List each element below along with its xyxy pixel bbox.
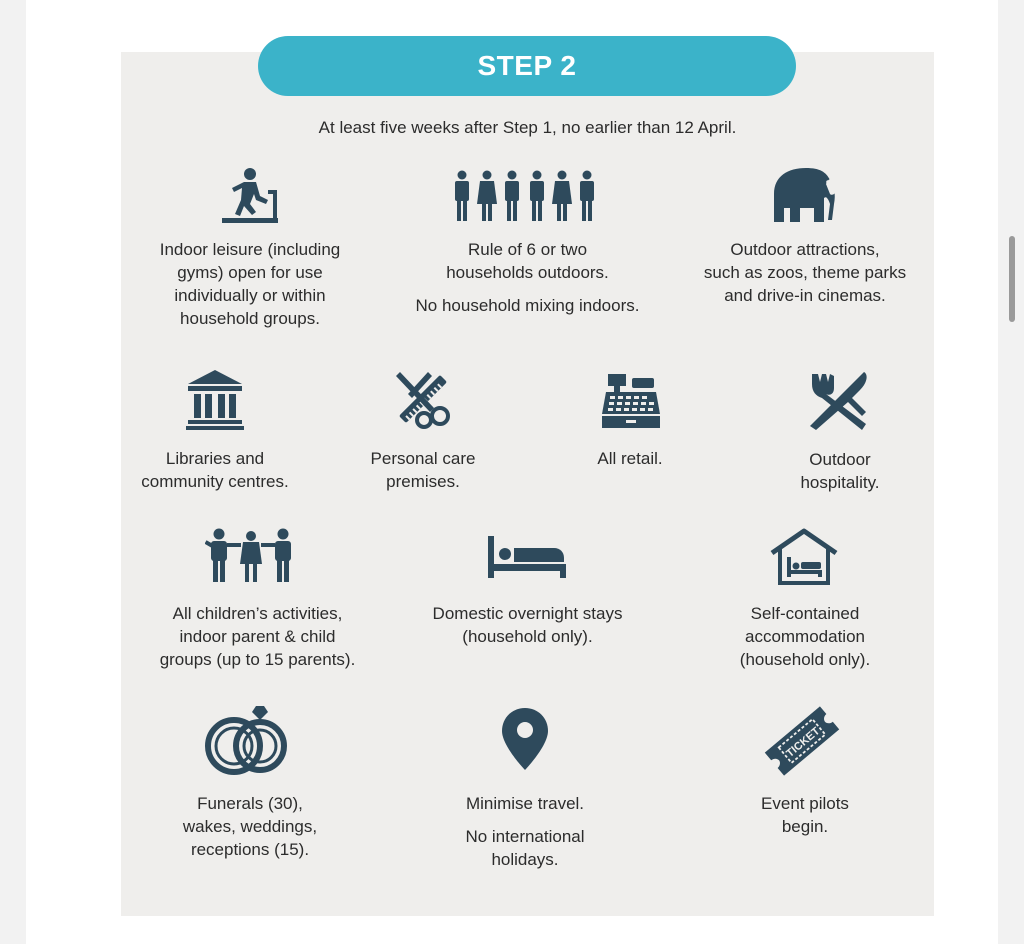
bed-icon bbox=[488, 536, 568, 580]
elephant-icon bbox=[770, 164, 842, 226]
step-subtitle: At least five weeks after Step 1, no earlier than 12 April. bbox=[318, 118, 737, 137]
ticket-text: TICKET bbox=[784, 725, 823, 760]
rings-icon bbox=[200, 702, 294, 776]
knife-fork-icon bbox=[808, 370, 870, 432]
item-overnight-stays: Domestic overnight stays (household only). bbox=[432, 604, 623, 646]
location-pin-icon bbox=[500, 706, 550, 772]
ticket-icon bbox=[760, 702, 844, 780]
scissors-comb-icon bbox=[390, 368, 456, 430]
cash-register-icon bbox=[600, 372, 662, 430]
step-title: STEP 2 bbox=[477, 50, 577, 81]
item-funerals-weddings: Funerals (30), wakes, weddings, receptions (15). bbox=[182, 794, 318, 859]
item-indoor-leisure: Indoor leisure (including gyms) open for use individually or within household groups. bbox=[159, 240, 341, 328]
item-childrens-activities: All children’s activities, indoor parent & child groups (up to 15 parents). bbox=[159, 604, 356, 669]
family-icon bbox=[205, 528, 297, 584]
item-libraries: Libraries and community centres. bbox=[141, 449, 289, 491]
item-personal-care: Personal care premises. bbox=[370, 449, 476, 491]
item-minimise-travel: Minimise travel. No international holidays. bbox=[465, 794, 585, 869]
treadmill-icon bbox=[218, 166, 282, 226]
library-icon bbox=[186, 368, 244, 430]
step-banner bbox=[258, 36, 796, 96]
house-bed-icon bbox=[768, 527, 840, 587]
item-event-pilots: Event pilots begin. bbox=[761, 794, 849, 836]
six-people-icon bbox=[452, 170, 598, 222]
item-all-retail: All retail. bbox=[597, 449, 663, 468]
item-self-contained: Self-contained accommodation (household only). bbox=[739, 604, 871, 669]
item-outdoor-attractions: Outdoor attractions, such as zoos, theme parks and drive-in cinemas. bbox=[703, 240, 907, 305]
item-rule-of-six: Rule of 6 or two households outdoors. No household mixing indoors. bbox=[415, 240, 640, 315]
item-outdoor-hospitality: Outdoor hospitality. bbox=[800, 450, 880, 492]
page-scrollbar[interactable] bbox=[1009, 236, 1015, 322]
